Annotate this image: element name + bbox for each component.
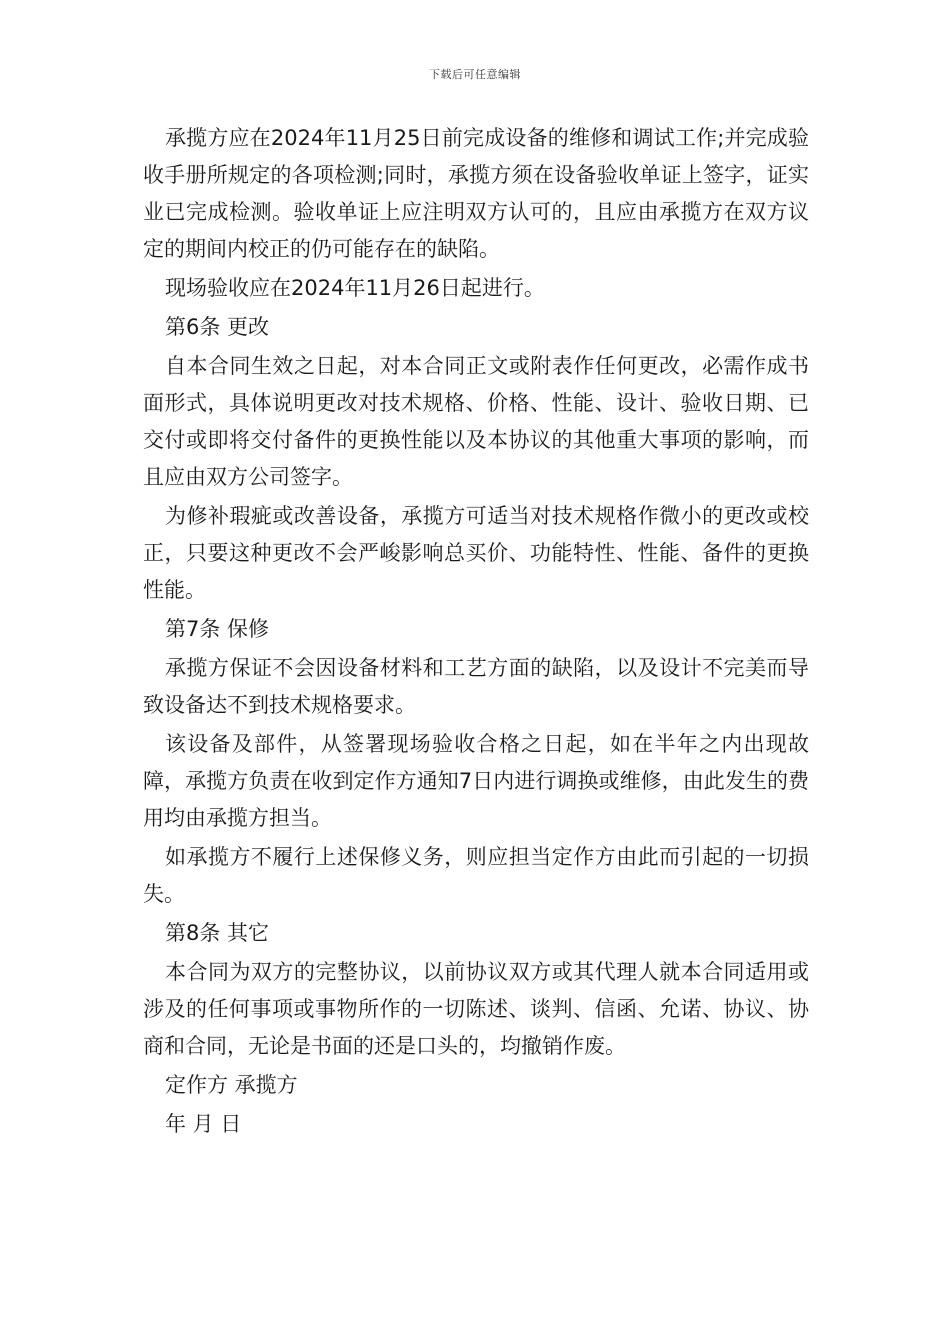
article-7-heading: 第7条 保修 (165, 617, 270, 641)
paragraph-changes-written: 自本合同生效之日起，对本合同正文或附表作任何更改，必需作成书面形式，具体说明更改对技术规格、价格、性能、设计、验收日期、已交付或即将交付备件的更换性能以及本协议的其他重大事项的影响，而且应由双方公司签字。 (143, 354, 809, 489)
paragraph-entire-agreement: 本合同为双方的完整协议，以前协议双方或其代理人就本合同适用或涉及的任何事项或事物所作的一切陈述、谈判、信函、允诺、协议、协商和合同，无论是书面的还是口头的，均撤销作废。 (143, 960, 809, 1058)
paragraph-acceptance-deadline: 承揽方应在2024年11月25日前完成设备的维修和调试工作;并完成验收手册所规定的各项检测;同时，承揽方须在设备验收单证上签字，证实业已完成检测。验收单证上应注明双方认可的，且应由承揽方在双方议定的期间内校正的仍可能存在的缺陷。 (143, 126, 809, 261)
paragraph-minor-changes: 为修补瑕疵或改善设备，承揽方可适当对技术规格作微小的更改或校正，只要这种更改不会严峻影响总买价、功能特性、性能、备件的更换性能。 (143, 504, 809, 602)
paragraph-warranty-breach: 如承揽方不履行上述保修义务，则应担当定作方由此而引起的一切损失。 (143, 845, 809, 906)
signature-date: 年 月 日 (165, 1112, 242, 1136)
page-header-note: 下载后可任意编辑 (429, 68, 521, 81)
document-body (143, 120, 809, 1145)
article-6-heading: 第6条 更改 (165, 315, 270, 339)
paragraph-site-acceptance: 现场验收应在2024年11月26日起进行。 (165, 276, 545, 300)
paragraph-warranty-guarantee: 承揽方保证不会因设备材料和工艺方面的缺陷，以及设计不完美而导致设备达不到技术规格要求。 (143, 656, 809, 717)
paragraph-warranty-period: 该设备及部件，从签署现场验收合格之日起，如在半年之内出现故障，承揽方负责在收到定作方通知7日内进行调换或维修，由此发生的费用均由承揽方担当。 (143, 732, 809, 830)
article-8-heading: 第8条 其它 (165, 921, 270, 945)
signature-parties: 定作方 承揽方 (165, 1073, 298, 1097)
